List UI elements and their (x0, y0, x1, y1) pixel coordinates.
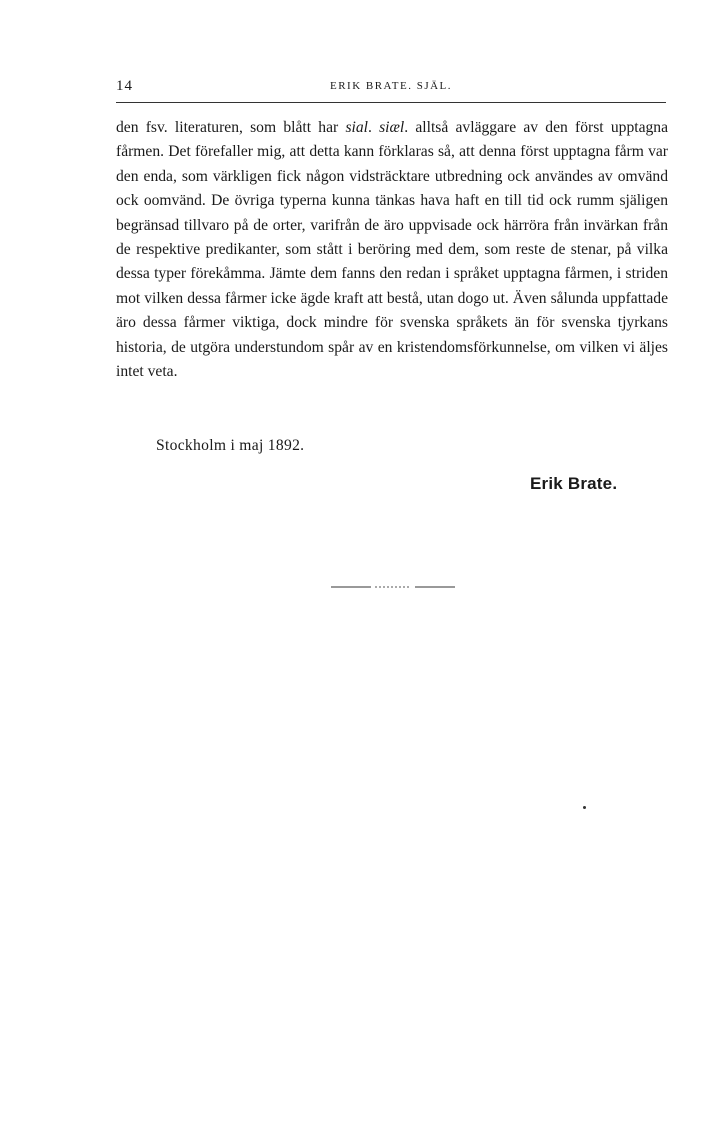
paragraph-text-separator: . (367, 119, 380, 136)
paragraph-text-rest: . alltså avläggare av den först upptagna fårmen. Det förefaller mig, att detta kann förklaras så, att denna först upptagna fårm var den enda, som värkligen fick någon vidsträcktare utbredning ock användes av omvänd ock oomvänd. De övriga typerna kunna tänkas hava haft en till tid ock rumm själigen begränsad tillvaro på de orter, varifrån de äro uppvisade ock härröra från invärkan från de respektive predikanter, som stått i beröring med dem, som reste de stenar, på vilka dessa typer förekåmma. Jämte dem fanns den redan i språket upptagna fårmen, i striden mot vilken dessa fårmer icke ägde kraft att bestå, utan dogo ut. Även sålunda uppfattade äro dessa fårmer viktiga, dock mindre för svenska språkets än för svenska tjyrkans historia, de utgöra understundom spår av en kristendomsförkunnelse, om vilken vi äljes intet veta. (116, 119, 669, 381)
body-text (116, 116, 668, 384)
page-header (116, 78, 666, 100)
page-number: 14 (116, 78, 133, 94)
place-date: Stockholm i maj 1892. (156, 437, 305, 454)
italic-word-siael: siæl (379, 119, 405, 136)
author-signature: Erik Brate. (530, 474, 618, 493)
running-title: ERIK BRATE. SJÄL. (329, 80, 453, 92)
paper-speck (583, 806, 586, 809)
italic-word-sial: sial (345, 119, 368, 136)
main-paragraph (116, 116, 668, 384)
end-ornament (331, 585, 455, 589)
header-rule (116, 102, 666, 103)
paragraph-text-start: den fsv. literaturen, som blått har (116, 119, 346, 136)
